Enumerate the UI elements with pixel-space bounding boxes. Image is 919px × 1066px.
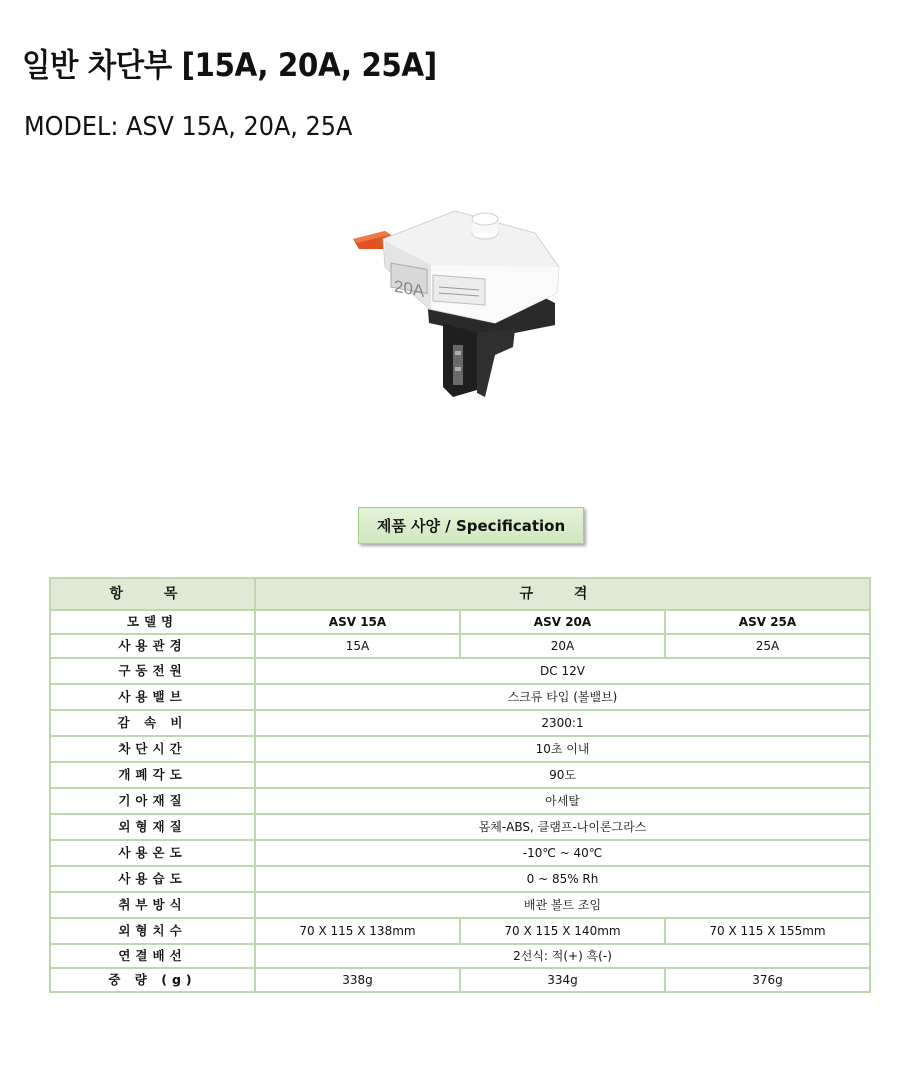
cell-value: ASV 15A xyxy=(255,610,460,634)
row-label: 사용밸브 xyxy=(50,684,255,710)
cell-value: 25A xyxy=(665,634,870,658)
row-label: 사용관경 xyxy=(50,634,255,658)
valve-actuator-image xyxy=(345,205,570,405)
table-row xyxy=(50,684,870,710)
model-line: MODEL: ASV 15A, 20A, 25A xyxy=(24,112,353,142)
row-label: 사용습도 xyxy=(50,866,255,892)
table-row xyxy=(50,736,870,762)
row-label: 취부방식 xyxy=(50,892,255,918)
cell-value: 2300:1 xyxy=(255,710,870,736)
page-title: 일반 차단부 [15A, 20A, 25A] xyxy=(22,46,437,84)
specification-heading-button: 제품 사양 / Specification xyxy=(358,507,584,544)
cell-value: 스크류 타입 (볼밸브) xyxy=(255,684,870,710)
cell-value: 70 X 115 X 138mm xyxy=(255,918,460,944)
cell-value: ASV 20A xyxy=(460,610,665,634)
cell-value: 0 ~ 85% Rh xyxy=(255,866,870,892)
table-row xyxy=(50,610,870,634)
row-label: 모델명 xyxy=(50,610,255,634)
table-header-row xyxy=(50,578,870,610)
cell-value: 90도 xyxy=(255,762,870,788)
cell-value: 아세탈 xyxy=(255,788,870,814)
row-label: 차단시간 xyxy=(50,736,255,762)
cell-value: 10초 이내 xyxy=(255,736,870,762)
row-label: 중 량 (g) xyxy=(50,968,255,992)
table-row xyxy=(50,840,870,866)
cell-value: 70 X 115 X 140mm xyxy=(460,918,665,944)
cell-value: 15A xyxy=(255,634,460,658)
row-label: 외형재질 xyxy=(50,814,255,840)
table-row xyxy=(50,968,870,992)
product-photo xyxy=(345,205,570,405)
table-row xyxy=(50,814,870,840)
cell-value: DC 12V xyxy=(255,658,870,684)
row-label: 개폐각도 xyxy=(50,762,255,788)
cell-value: -10℃ ~ 40℃ xyxy=(255,840,870,866)
cell-value: ASV 25A xyxy=(665,610,870,634)
table-row xyxy=(50,788,870,814)
row-label: 연결배선 xyxy=(50,944,255,968)
cell-value: 70 X 115 X 155mm xyxy=(665,918,870,944)
table-row xyxy=(50,944,870,968)
table-row xyxy=(50,634,870,658)
table-row xyxy=(50,918,870,944)
table-row xyxy=(50,762,870,788)
row-label: 구동전원 xyxy=(50,658,255,684)
table-row xyxy=(50,866,870,892)
size-badge-text: 20A xyxy=(394,275,425,301)
cell-value: 2선식: 적(+) 흑(-) xyxy=(255,944,870,968)
cell-value: 334g xyxy=(460,968,665,992)
table-row xyxy=(50,710,870,736)
row-label: 기아재질 xyxy=(50,788,255,814)
header-spec: 규 격 xyxy=(255,578,870,610)
header-item: 항 목 xyxy=(50,578,255,610)
row-label: 사용온도 xyxy=(50,840,255,866)
cell-value: 338g xyxy=(255,968,460,992)
cell-value: 20A xyxy=(460,634,665,658)
cell-value: 배관 볼트 조임 xyxy=(255,892,870,918)
cell-value: 몸체-ABS, 클램프-나이론그라스 xyxy=(255,814,870,840)
table-row xyxy=(50,658,870,684)
table-row xyxy=(50,892,870,918)
cell-value: 376g xyxy=(665,968,870,992)
row-label: 감 속 비 xyxy=(50,710,255,736)
row-label: 외형치수 xyxy=(50,918,255,944)
spec-table xyxy=(49,577,871,993)
